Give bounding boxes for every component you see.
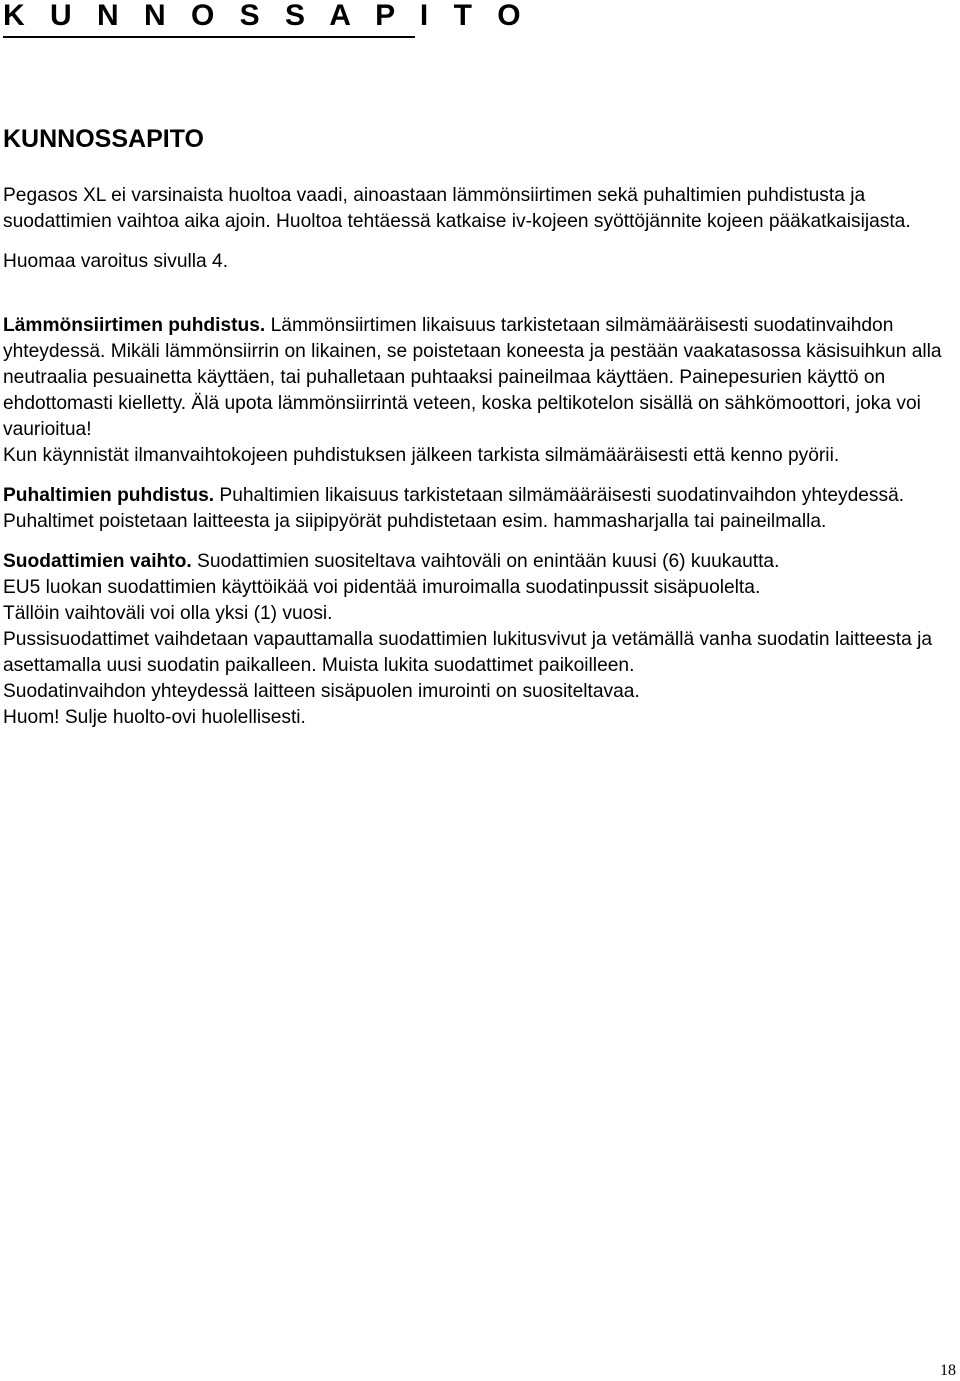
heat-exchanger-body: Lämmönsiirtimen likaisuus tarkistetaan silmämääräisesti suodatinvaihdon yhteydessä. Mikäli lämmönsiirrin on likainen, se poistetaan koneesta ja pestään vaakatasossa käsisuihkun alla neutraalia pesuainetta käyttäen, tai puhalletaan puhtaaksi paineilmaa käyttäen. Painepesurien käyttö on ehdottomasti kielletty. Älä upota lämmönsiirrintä veteen, koska peltikotelon sisällä on sähkömoottori, joka voi vaurioitua! <box>3 315 942 440</box>
filters-line: Tällöin vaihtoväli voi olla yksi (1) vuosi. <box>3 603 333 624</box>
filters-line: EU5 luokan suodattimien käyttöikää voi pidentää imuroimalla suodatinpussit sisäpuolelta. <box>3 577 761 598</box>
filters-paragraph <box>3 549 958 575</box>
fans-paragraph <box>3 483 958 535</box>
spacer <box>3 235 958 249</box>
fans-title: Puhaltimien puhdistus. <box>3 485 215 506</box>
page-header <box>3 0 530 38</box>
filters-line: Suodatinvaihdon yhteydessä laitteen sisäpuolen imurointi on suositeltavaa. <box>3 681 640 702</box>
filters-body: Suodattimien suositeltava vaihtoväli on enintään kuusi (6) kuukautta. <box>191 551 780 572</box>
spacer <box>3 469 958 483</box>
heat-exchanger-title: Lämmönsiirtimen puhdistus. <box>3 315 266 336</box>
filters-line: Huom! Sulje huolto-ovi huolellisesti. <box>3 707 306 728</box>
heat-exchanger-extra: Kun käynnistät ilmanvaihtokojeen puhdistuksen jälkeen tarkista silmämääräisesti että kenno pyörii. <box>3 445 840 466</box>
fans-body: Puhaltimien likaisuus tarkistetaan silmämääräisesti suodatinvaihdon yhteydessä. Puhaltimet poistetaan laitteesta ja siipipyörät puhdistetaan esim. hammasharjalla tai paineilmalla. <box>3 485 905 532</box>
document-body <box>3 183 958 731</box>
filters-title: Suodattimien vaihto. <box>3 551 192 572</box>
page-number: 18 <box>940 1362 956 1379</box>
spacer <box>3 275 958 313</box>
intro-paragraph: Pegasos XL ei varsinaista huoltoa vaadi, ainoastaan lämmönsiirtimen sekä puhaltimien puhdistusta ja suodattimien vaihtoa aika ajoin. Huoltoa tehtäessä katkaise iv-kojeen syöttöjännite kojeen pääkatkaisijasta. <box>3 185 911 232</box>
heat-exchanger-paragraph <box>3 313 958 443</box>
warning-note: Huomaa varoitus sivulla 4. <box>3 251 229 272</box>
section-heading: KUNNOSSAPITO <box>3 125 204 153</box>
spacer <box>3 535 958 549</box>
filters-line: Pussisuodattimet vaihdetaan vapauttamalla suodattimien lukitusvivut ja vetämällä vanha suodatin laitteesta ja asettamalla uusi suodatin paikalleen. Muista lukita suodattimet paikoilleen. <box>3 629 933 676</box>
header-title: K U N N O S S A P I T O <box>3 0 530 32</box>
